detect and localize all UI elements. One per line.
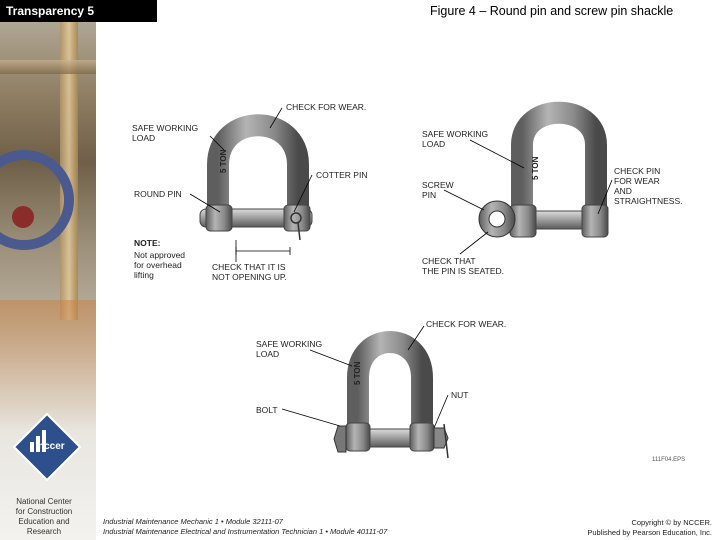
file-code-label: 111F04.EPS xyxy=(652,457,686,463)
rating-stamp: 5 TON xyxy=(353,361,362,385)
nut-label: NUT xyxy=(451,390,469,400)
screw-pin-label: SCREW PIN xyxy=(422,180,454,200)
check-for-wear-label: CHECK FOR WEAR. xyxy=(286,102,367,112)
copyright: Copyright © by NCCER. Published by Pearson Education, Inc. xyxy=(587,518,712,537)
rating-stamp: 5 TON xyxy=(219,149,228,173)
transparency-label: Transparency 5 xyxy=(0,0,157,22)
safe-working-load-label: SAFE WORKING LOAD xyxy=(422,129,489,149)
check-pin-label: CHECK PIN FOR WEAR AND STRAIGHTNESS. xyxy=(614,166,683,206)
note-text: Not approved for overhead lifting xyxy=(134,250,186,280)
rating-stamp: 5 TON xyxy=(531,156,540,180)
safe-working-load-label: SAFE WORKING LOAD xyxy=(132,123,199,143)
logo-text: nccer xyxy=(38,441,65,452)
bolt-label: BOLT xyxy=(256,405,278,415)
note-title: NOTE: xyxy=(134,238,161,248)
safe-working-load-label: SAFE WORKING LOAD xyxy=(256,339,323,359)
course-info: Industrial Maintenance Mechanic 1 • Module 32111-07 Industrial Maintenance Electrical and Instrumentation Technician 1 • Module 40111-07 xyxy=(103,517,388,536)
check-opening-label: CHECK THAT IT IS NOT OPENING UP. xyxy=(212,262,287,282)
check-for-wear-label: CHECK FOR WEAR. xyxy=(426,319,507,329)
check-seated-label: CHECK THAT THE PIN IS SEATED. xyxy=(422,256,505,276)
figure-title: Figure 4 – Round pin and screw pin shackle xyxy=(430,4,674,18)
cotter-pin-label: COTTER PIN xyxy=(316,170,368,180)
round-pin-shackle xyxy=(190,108,312,262)
round-pin-label: ROUND PIN xyxy=(134,189,182,199)
organization-name: National Center for Construction Education and Research xyxy=(15,497,73,536)
